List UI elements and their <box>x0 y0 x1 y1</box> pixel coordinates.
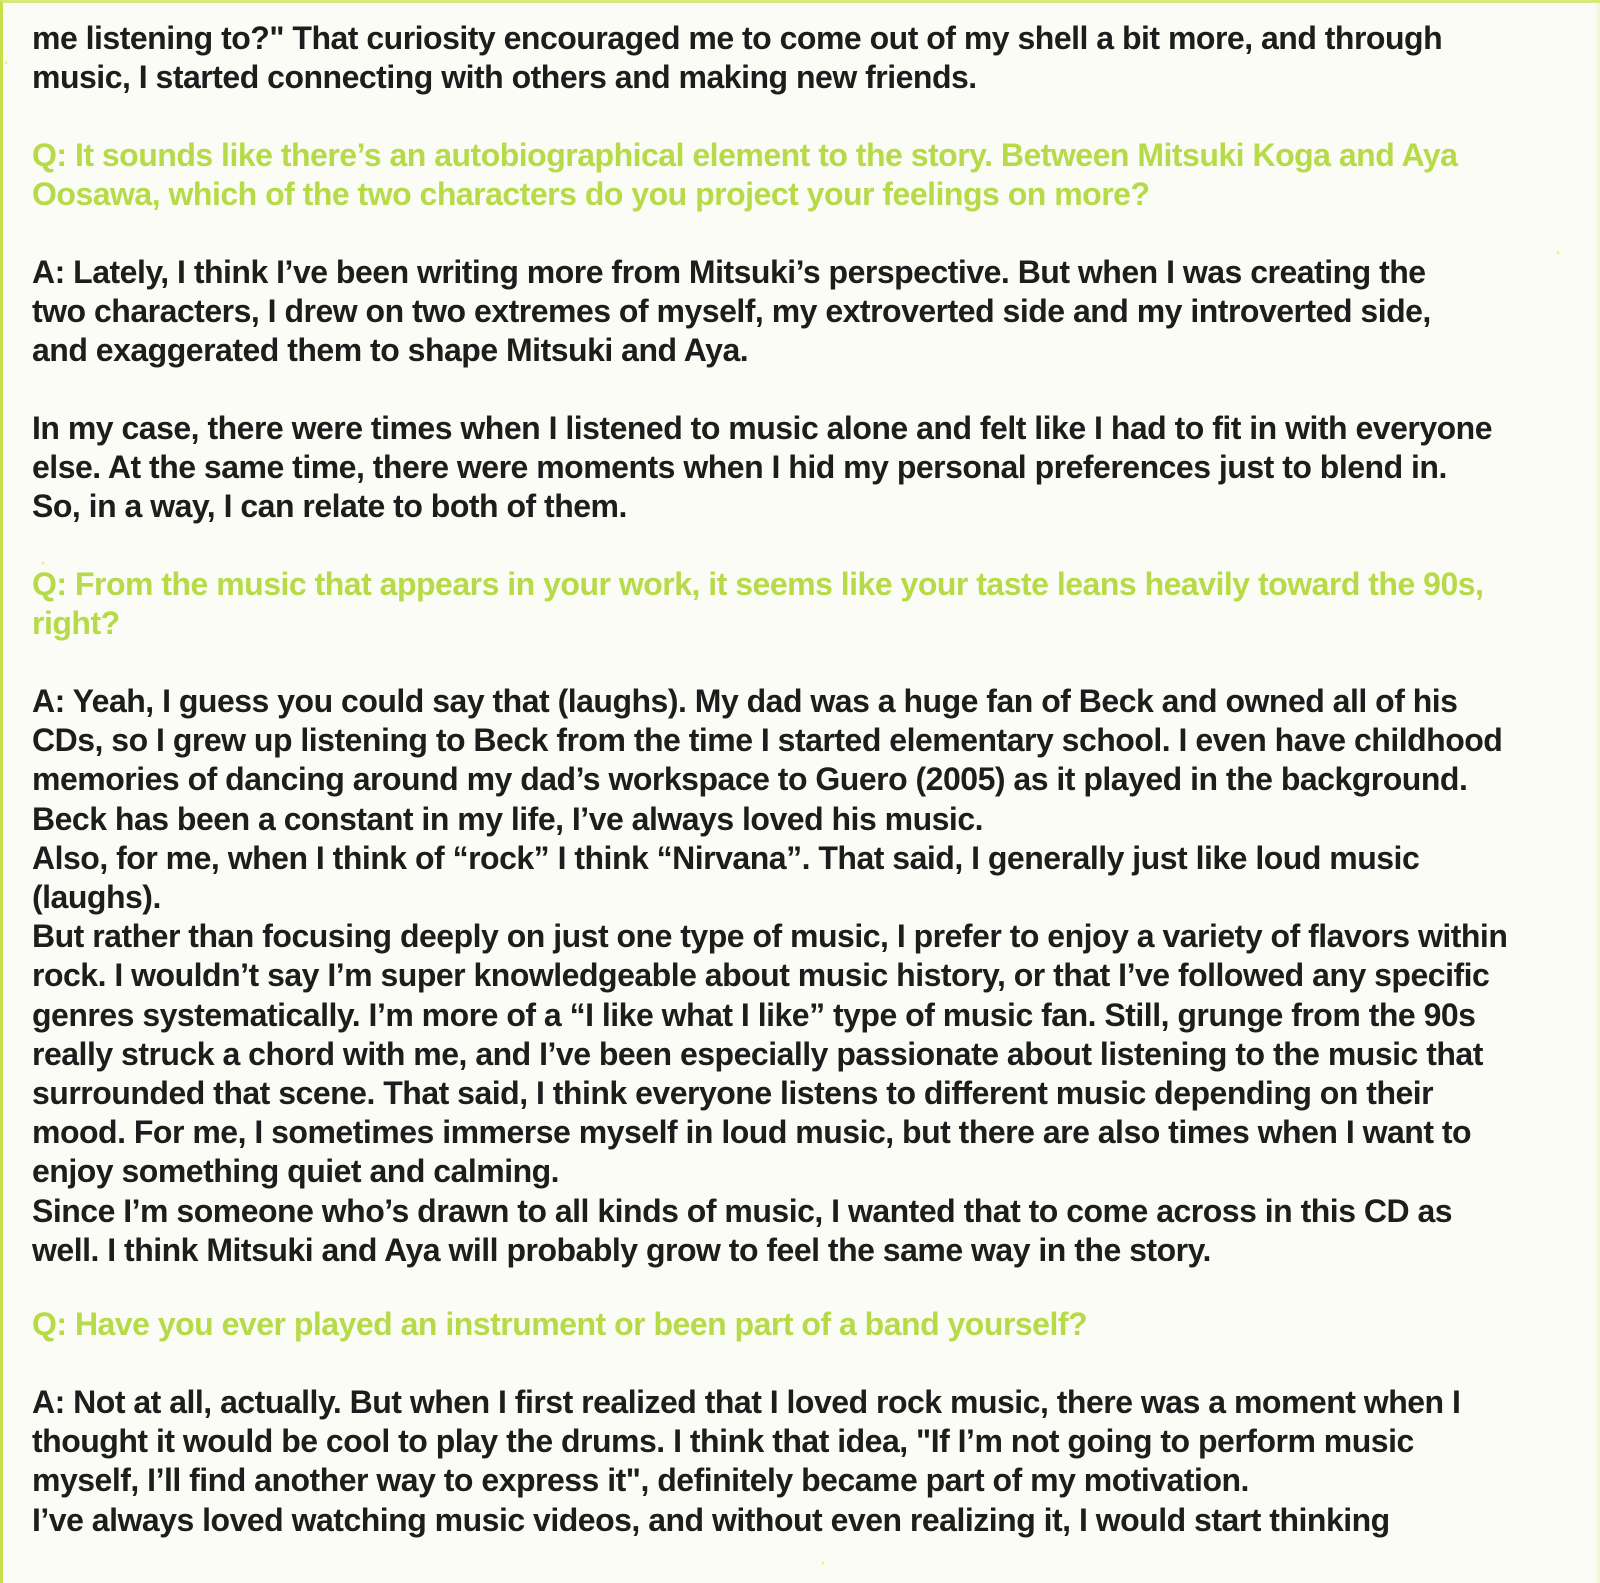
answer-paragraph: A: Yeah, I guess you could say that (laughs). My dad was a huge fan of Beck and owned all of his CDs, so I grew up listening to Beck from the time I started elementary school. I even have childhood memories of dancing around my dad’s workspace to Guero (2005) as it played in the background. Beck has been a constant in my life, I’ve always loved his music. Also, for me, when I think of “rock” I think “Nirvana”. That said, I generally just like loud music (laughs). But rather than focusing deeply on just one type of music, I prefer to enjoy a variety of flavors within rock. I wouldn’t say I’m super knowledgeable about music history, or that I’ve followed any specific genres systematically. I’m more of a “I like what I like” type of music fan. Still, grunge from the 90s really struck a chord with me, and I’ve been especially passionate about listening to the music that surrounded that scene. That said, I think everyone listens to different music depending on their mood. For me, I sometimes immerse myself in loud music, but there are also times when I want to enjoy something quiet and calming. Since I’m someone who’s drawn to all kinds of music, I wanted that to come across in this CD as well. I think Mitsuki and Aya will probably grow to feel the same way in the story. <box>32 683 1508 1268</box>
question-paragraph: Q: It sounds like there’s an autobiographical element to the story. Between Mitsuki Koga and Aya Oosawa, which of the two characters do you project your feelings on more? <box>32 137 1458 213</box>
question-paragraph: Q: Have you ever played an instrument or been part of a band yourself? <box>32 1306 1088 1342</box>
answer-paragraph: A: Lately, I think I’ve been writing more from Mitsuki’s perspective. But when I was creating the two characters, I drew on two extremes of myself, my extroverted side and my introverted side, and exaggerated them to shape Mitsuki and Aya. <box>32 254 1431 369</box>
answer-paragraph: A: Not at all, actually. But when I first realized that I loved rock music, there was a moment when I thought it would be cool to play the drums. I think that idea, "If I’m not going to perform music myself, I’ll find another way to express it", definitely became part of my motivation. I’ve always loved watching music videos, and without even realizing it, I would start thinking <box>32 1384 1461 1538</box>
question-paragraph: Q: From the music that appears in your work, it seems like your taste leans heavily toward the 90s, right? <box>32 566 1484 642</box>
answer-paragraph: me listening to?" That curiosity encouraged me to come out of my shell a bit more, and through music, I started connecting with others and making new friends. <box>32 20 1443 96</box>
answer-paragraph: In my case, there were times when I listened to music alone and felt like I had to fit in with everyone else. At the same time, there were moments when I hid my personal preferences just to blend in. So, in a way, I can relate to both of them. <box>32 410 1493 525</box>
